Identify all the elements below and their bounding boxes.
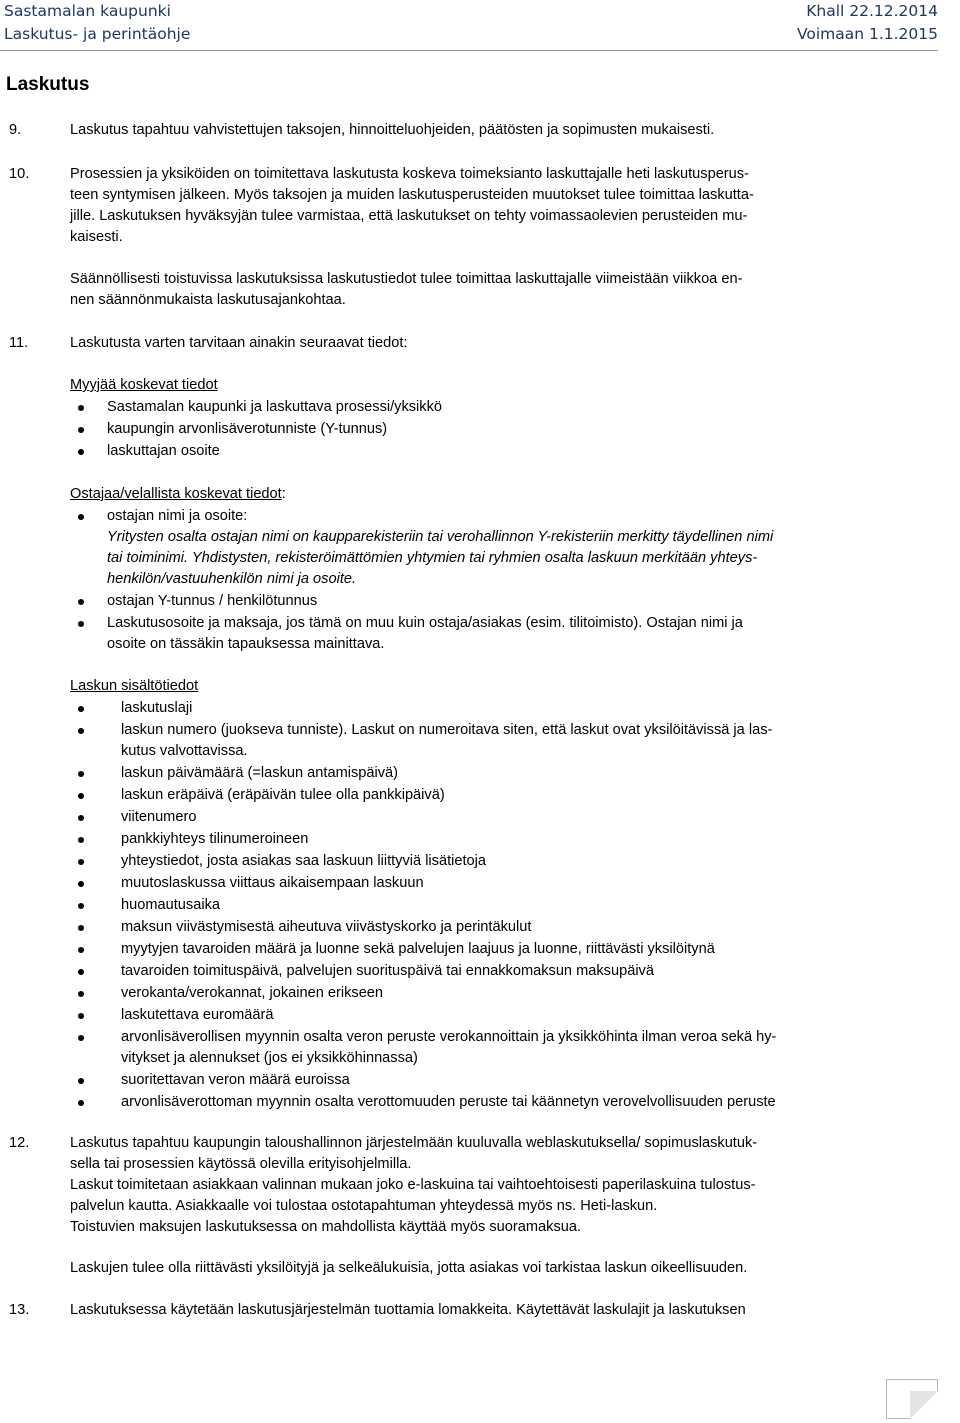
header-approval-date: Khall 22.12.2014: [806, 2, 938, 20]
invoice-bullet-5: viitenumero: [121, 809, 197, 825]
bullet-icon: [78, 969, 84, 975]
invoice-section-heading: Laskun sisältötiedot: [70, 678, 199, 694]
bullet-icon: [78, 925, 84, 931]
invoice-bullet-16: suoritettavan veron määrä euroissa: [121, 1072, 350, 1088]
buyer-heading-colon: :: [281, 486, 286, 502]
buyer-section-heading: [70, 484, 940, 506]
item-10-line-6: nen säännönmukaista laskutusajankohtaa.: [70, 292, 346, 308]
invoice-bullet-13: verokanta/verokannat, jokainen erikseen: [121, 985, 384, 1001]
header-document-name: Laskutus- ja perintäohje: [4, 25, 191, 43]
bullet-icon: [78, 859, 84, 865]
item-10-line-2: teen syntymisen jälkeen. Myös taksojen ja muiden laskutusperusteiden muutokset tulee toimittaa laskutta-: [70, 187, 754, 203]
bullet-icon: [78, 599, 84, 605]
bullet-icon: [78, 991, 84, 997]
bullet-icon: [78, 1078, 84, 1084]
buyer-bullet-1-note-line-3: henkilön/vastuuhenkilön nimi ja osoite.: [107, 571, 357, 587]
page-title: Laskutus: [6, 74, 90, 95]
invoice-bullet-4: laskun eräpäivä (eräpäivän tulee olla pankkipäivä): [121, 787, 445, 803]
item-10-line-5: Säännöllisesti toistuvissa laskutuksissa laskutustiedot tulee toimittaa laskuttajalle viimeistään viikkoa en-: [70, 271, 743, 287]
item-12-line-1: Laskutus tapahtuu kaupungin taloushallinnon järjestelmään kuuluvalla weblaskutuksella/ sopimuslaskutuk-: [70, 1135, 758, 1151]
item-number-9: 9.: [9, 122, 22, 138]
item-12-line-3: Laskut toimitetaan asiakkaan valinnan mukaan joko e-laskuina tai vaihtoehtoisesti paperilaskuina tulostus-: [70, 1177, 756, 1193]
invoice-bullet-17: arvonlisäverottoman myynnin osalta verottomuuden peruste tai käännetyn verovelvollisuuden peruste: [121, 1094, 776, 1110]
page-number: 2: [909, 1390, 918, 1406]
invoice-bullet-7: yhteystiedot, josta asiakas saa laskuun liittyviä lisätietoja: [121, 853, 487, 869]
seller-bullet-1: Sastamalan kaupunki ja laskuttava prosessi/yksikkö: [107, 399, 443, 415]
invoice-bullet-15-line-2: vitykset ja alennukset (jos ei yksikköhinnassa): [121, 1050, 418, 1066]
page-fold-icon: [910, 1391, 938, 1419]
buyer-bullet-3-line-2: osoite on tässäkin tapauksessa mainittava.: [107, 636, 385, 652]
page-number-box: [886, 1379, 938, 1419]
bullet-icon: [78, 881, 84, 887]
bullet-icon: [78, 903, 84, 909]
buyer-heading-text: Ostajaa/velallista koskevat tiedot: [70, 486, 282, 502]
bullet-icon: [78, 728, 84, 734]
item-12-line-6: Laskujen tulee olla riittävästi yksilöityjä ja selkeälukuisia, jotta asiakas voi tarkistaa laskun oikeellisuuden.: [70, 1260, 748, 1276]
item-10-line-4: kaisesti.: [70, 229, 123, 245]
bullet-icon: [78, 514, 84, 520]
item-12-line-2: sella tai prosessien käytössä olevilla erityisohjelmilla.: [70, 1156, 412, 1172]
bullet-icon: [78, 706, 84, 712]
invoice-bullet-15-line-1: arvonlisäverollisen myynnin osalta veron peruste verokannoittain ja yksikköhinta ilman veroa sekä hy-: [121, 1029, 777, 1045]
item-11-text: Laskutusta varten tarvitaan ainakin seuraavat tiedot:: [70, 335, 408, 351]
seller-section-heading: Myyjää koskevat tiedot: [70, 377, 218, 393]
bullet-icon: [78, 793, 84, 799]
bullet-icon: [78, 771, 84, 777]
bullet-icon: [78, 947, 84, 953]
item-number-13: 13.: [9, 1302, 30, 1318]
item-9-text: Laskutus tapahtuu vahvistettujen taksojen, hinnoitteluohjeiden, päätösten ja sopimusten mukaisesti.: [70, 122, 715, 138]
bullet-icon: [78, 449, 84, 455]
header-effective-date: Voimaan 1.1.2015: [796, 25, 938, 43]
invoice-bullet-6: pankkiyhteys tilinumeroineen: [121, 831, 309, 847]
bullet-icon: [78, 1013, 84, 1019]
item-10-line-3: jille. Laskutuksen hyväksyjän tulee varmistaa, että laskutukset on tehty voimassaolevien perusteiden mu-: [70, 208, 748, 224]
header-organization: Sastamalan kaupunki: [4, 2, 171, 20]
item-number-10: 10.: [9, 166, 30, 182]
bullet-icon: [78, 1100, 84, 1106]
item-12-line-4: palvelun kautta. Asiakkaalle voi tulostaa ostotapahtuman yhteydessä myös ns. Heti-laskun.: [70, 1198, 658, 1214]
invoice-bullet-1: laskutuslaji: [121, 700, 193, 716]
item-10-line-1: Prosessien ja yksiköiden on toimitettava laskutusta koskeva toimeksianto laskuttajalle heti laskutusperus-: [70, 166, 749, 182]
buyer-bullet-1: ostajan nimi ja osoite:: [107, 508, 248, 524]
invoice-bullet-10: maksun viivästymisestä aiheutuva viivästyskorko ja perintäkulut: [121, 919, 532, 935]
seller-bullet-2: kaupungin arvonlisäverotunniste (Y-tunnus): [107, 421, 388, 437]
invoice-bullet-3: laskun päivämäärä (=laskun antamispäivä): [121, 765, 399, 781]
bullet-icon: [78, 427, 84, 433]
invoice-bullet-2-line-2: kutus valvottavissa.: [121, 743, 248, 759]
item-number-12: 12.: [9, 1135, 30, 1151]
bullet-icon: [78, 621, 84, 627]
invoice-bullet-9: huomautusaika: [121, 897, 220, 913]
invoice-bullet-8: muutoslaskussa viittaus aikaisempaan laskuun: [121, 875, 424, 891]
buyer-bullet-3-line-1: Laskutusosoite ja maksaja, jos tämä on muu kuin ostaja/asiakas (esim. tilitoimisto). Ostajan nimi ja: [107, 615, 743, 631]
buyer-bullet-1-note-line-2: tai toiminimi. Yhdistysten, rekisteröimättömien yhtymien tai ryhmien osalta laskuun merkitään yhteys-: [107, 550, 758, 566]
invoice-bullet-12: tavaroiden toimituspäivä, palvelujen suorituspäivä tai ennakkomaksun maksupäivä: [121, 963, 654, 979]
invoice-bullet-2-line-1: laskun numero (juokseva tunniste). Laskut on numeroitava siten, että laskut ovat yksilöitävissä ja las-: [121, 722, 773, 738]
bullet-icon: [78, 815, 84, 821]
item-13-text: Laskutuksessa käytetään laskutusjärjestelmän tuottamia lomakkeita. Käytettävät laskulajit ja laskutuksen: [70, 1302, 746, 1318]
bullet-icon: [78, 837, 84, 843]
item-number-11: 11.: [9, 335, 29, 351]
bullet-icon: [78, 1035, 84, 1041]
buyer-bullet-1-note-line-1: Yritysten osalta ostajan nimi on kaupparekisteriin tai verohallinnon Y-rekisteriin merkitty täydellinen nimi: [107, 529, 774, 545]
seller-bullet-3: laskuttajan osoite: [107, 443, 220, 459]
bullet-icon: [78, 405, 84, 411]
invoice-bullet-14: laskutettava euromäärä: [121, 1007, 274, 1023]
item-12-line-5: Toistuvien maksujen laskutuksessa on mahdollista käyttää myös suoramaksua.: [70, 1219, 582, 1235]
buyer-bullet-2: ostajan Y-tunnus / henkilötunnus: [107, 593, 318, 609]
invoice-bullet-11: myytyjen tavaroiden määrä ja luonne sekä palvelujen laajuus ja luonne, riittävästi yksilöitynä: [121, 941, 715, 957]
